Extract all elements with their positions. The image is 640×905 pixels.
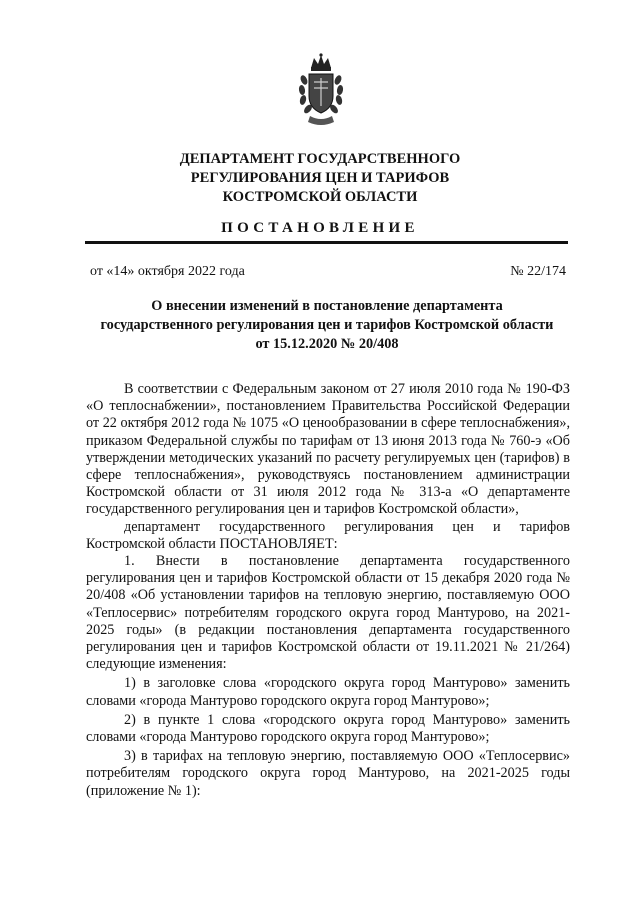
body-paragraph: 2) в пункте 1 слова «городского округа город Мантурово» заменить словами «города Мантурово городского округа город Мантурово»; <box>86 711 570 746</box>
department-line: ДЕПАРТАМЕНТ ГОСУДАРСТВЕННОГО <box>179 151 461 167</box>
document-subject <box>86 297 568 354</box>
department-line: КОСТРОМСКОЙ ОБЛАСТИ <box>222 189 418 205</box>
subject-line: О внесении изменений в постановление департамента <box>151 298 503 314</box>
body-paragraph: В соответствии с Федеральным законом от 27 июля 2010 года № 190-ФЗ «О теплоснабжении», постановлением Правительства Российской Федерации от 22 октября 2012 года № 1075 «О ценообразовании в сфере теплоснабжения», приказом Федеральной службы по тарифам от 13 июня 2013 года № 760-э «Об утверждении методических указаний по расчету регулируемых цен (тарифов) в сфере теплоснабжения», руководствуясь постановлением администрации Костромской области от 31 июля 2012 года № 313-а «О департаменте государственного регулирования цен и тарифов Костромской области», <box>86 381 570 518</box>
body-paragraph: 1. Внести в постановление департамента государственного регулирования цен и тарифов Костромской области от 15 декабря 2020 года № 20/408 «Об установлении тарифов на тепловую энергию, поставляемую ООО «Теплосервис» потребителям городского округа город Мантурово, на 2021-2025 годы» (в редакции постановления департамента государственного регулирования цен и тарифов Костромской области от 19.11.2021 № 21/264) следующие изменения: <box>86 553 570 673</box>
subject-line: от 15.12.2020 № 20/408 <box>255 336 399 352</box>
body-paragraph: 1) в заголовке слова «городского округа город Мантурово» заменить словами «города Мантурово городского округа город Мантурово»; <box>86 675 570 709</box>
department-name <box>120 150 520 207</box>
date-number-line <box>90 264 566 280</box>
body-paragraph: 3) в тарифах на тепловую энергию, поставляемую ООО «Теплосервис» потребителям городского округа город Мантурово, на 2021-2025 годы (приложение № 1): <box>86 748 570 799</box>
document-number: № 22/174 <box>510 264 566 279</box>
document-type-title: ПОСТАНОВЛЕНИЕ <box>221 220 419 236</box>
department-line: РЕГУЛИРОВАНИЯ ЦЕН И ТАРИФОВ <box>190 170 450 186</box>
document-date: от «14» октября 2022 года <box>90 264 245 279</box>
header-divider <box>85 241 568 244</box>
coat-of-arms-icon <box>296 52 346 130</box>
body-paragraph: департамент государственного регулирования цен и тарифов Костромской области ПОСТАНОВЛЯЕТ: <box>86 518 570 552</box>
document-body <box>86 381 570 800</box>
subject-line: государственного регулирования цен и тарифов Костромской области <box>100 317 554 333</box>
